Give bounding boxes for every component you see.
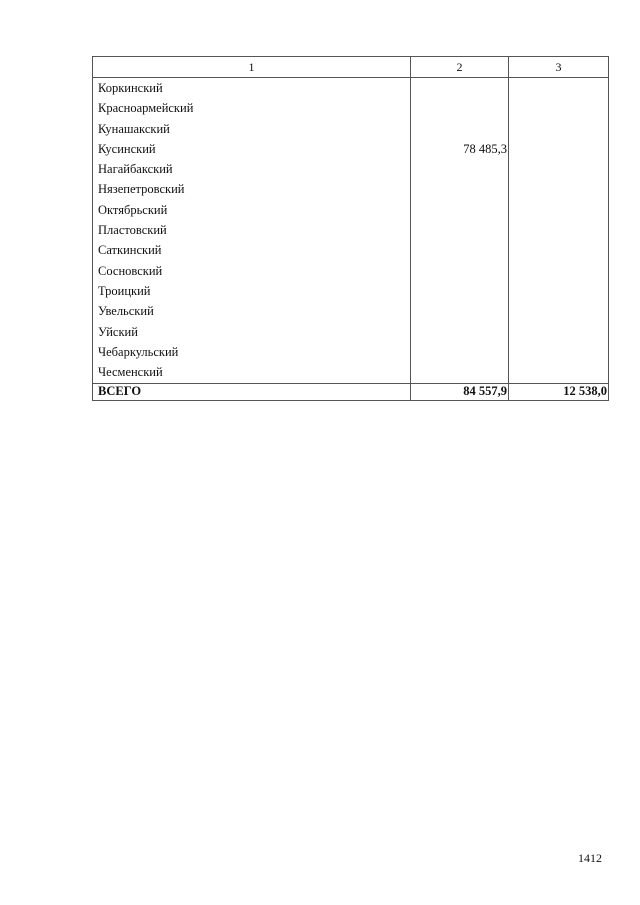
table-row xyxy=(93,99,609,119)
column-header-2: 2 xyxy=(411,57,509,78)
column-header-1: 1 xyxy=(93,57,411,78)
value-col3 xyxy=(509,159,609,179)
value-col2 xyxy=(411,281,509,301)
table-header-row xyxy=(93,57,609,78)
district-name: Коркинский xyxy=(93,78,411,99)
value-col3 xyxy=(509,180,609,200)
value-col2 xyxy=(411,302,509,322)
value-col3 xyxy=(509,99,609,119)
district-name: Уйский xyxy=(93,322,411,342)
district-name: Нязепетровский xyxy=(93,180,411,200)
value-col3 xyxy=(509,139,609,159)
total-col2: 84 557,9 xyxy=(411,383,509,400)
value-col2 xyxy=(411,261,509,281)
value-col3 xyxy=(509,220,609,240)
total-label: ВСЕГО xyxy=(93,383,411,400)
table-row xyxy=(93,180,609,200)
table-row xyxy=(93,362,609,383)
value-col2 xyxy=(411,362,509,383)
value-col2: 78 485,3 xyxy=(411,139,509,159)
table-row xyxy=(93,261,609,281)
district-name: Пластовский xyxy=(93,220,411,240)
value-col3 xyxy=(509,261,609,281)
district-name: Троицкий xyxy=(93,281,411,301)
table-row xyxy=(93,342,609,362)
table-row xyxy=(93,322,609,342)
district-name: Нагайбакский xyxy=(93,159,411,179)
district-name: Кусинский xyxy=(93,139,411,159)
district-name: Красноармейский xyxy=(93,99,411,119)
table-row xyxy=(93,159,609,179)
table-row xyxy=(93,139,609,159)
budget-table xyxy=(92,56,609,401)
value-col3 xyxy=(509,281,609,301)
value-col3 xyxy=(509,241,609,261)
table-total-row xyxy=(93,383,609,400)
value-col2 xyxy=(411,159,509,179)
total-col3: 12 538,0 xyxy=(509,383,609,400)
district-name: Октябрьский xyxy=(93,200,411,220)
value-col3 xyxy=(509,200,609,220)
value-col2 xyxy=(411,342,509,362)
table-row xyxy=(93,281,609,301)
value-col3 xyxy=(509,322,609,342)
value-col2 xyxy=(411,99,509,119)
value-col3 xyxy=(509,342,609,362)
table-row xyxy=(93,200,609,220)
value-col3 xyxy=(509,78,609,99)
value-col3 xyxy=(509,362,609,383)
district-name: Саткинский xyxy=(93,241,411,261)
value-col2 xyxy=(411,241,509,261)
table-row xyxy=(93,302,609,322)
value-col3 xyxy=(509,302,609,322)
district-name: Кунашакский xyxy=(93,119,411,139)
table-row xyxy=(93,220,609,240)
table-row xyxy=(93,241,609,261)
value-col2 xyxy=(411,78,509,99)
district-name: Сосновский xyxy=(93,261,411,281)
value-col2 xyxy=(411,119,509,139)
district-name: Чесменский xyxy=(93,362,411,383)
district-name: Чебаркульский xyxy=(93,342,411,362)
page-number: 1412 xyxy=(578,851,602,865)
table-row xyxy=(93,78,609,99)
value-col2 xyxy=(411,322,509,342)
value-col2 xyxy=(411,220,509,240)
value-col2 xyxy=(411,200,509,220)
district-name: Увельский xyxy=(93,302,411,322)
value-col2 xyxy=(411,180,509,200)
table-row xyxy=(93,119,609,139)
column-header-3: 3 xyxy=(509,57,609,78)
value-col3 xyxy=(509,119,609,139)
